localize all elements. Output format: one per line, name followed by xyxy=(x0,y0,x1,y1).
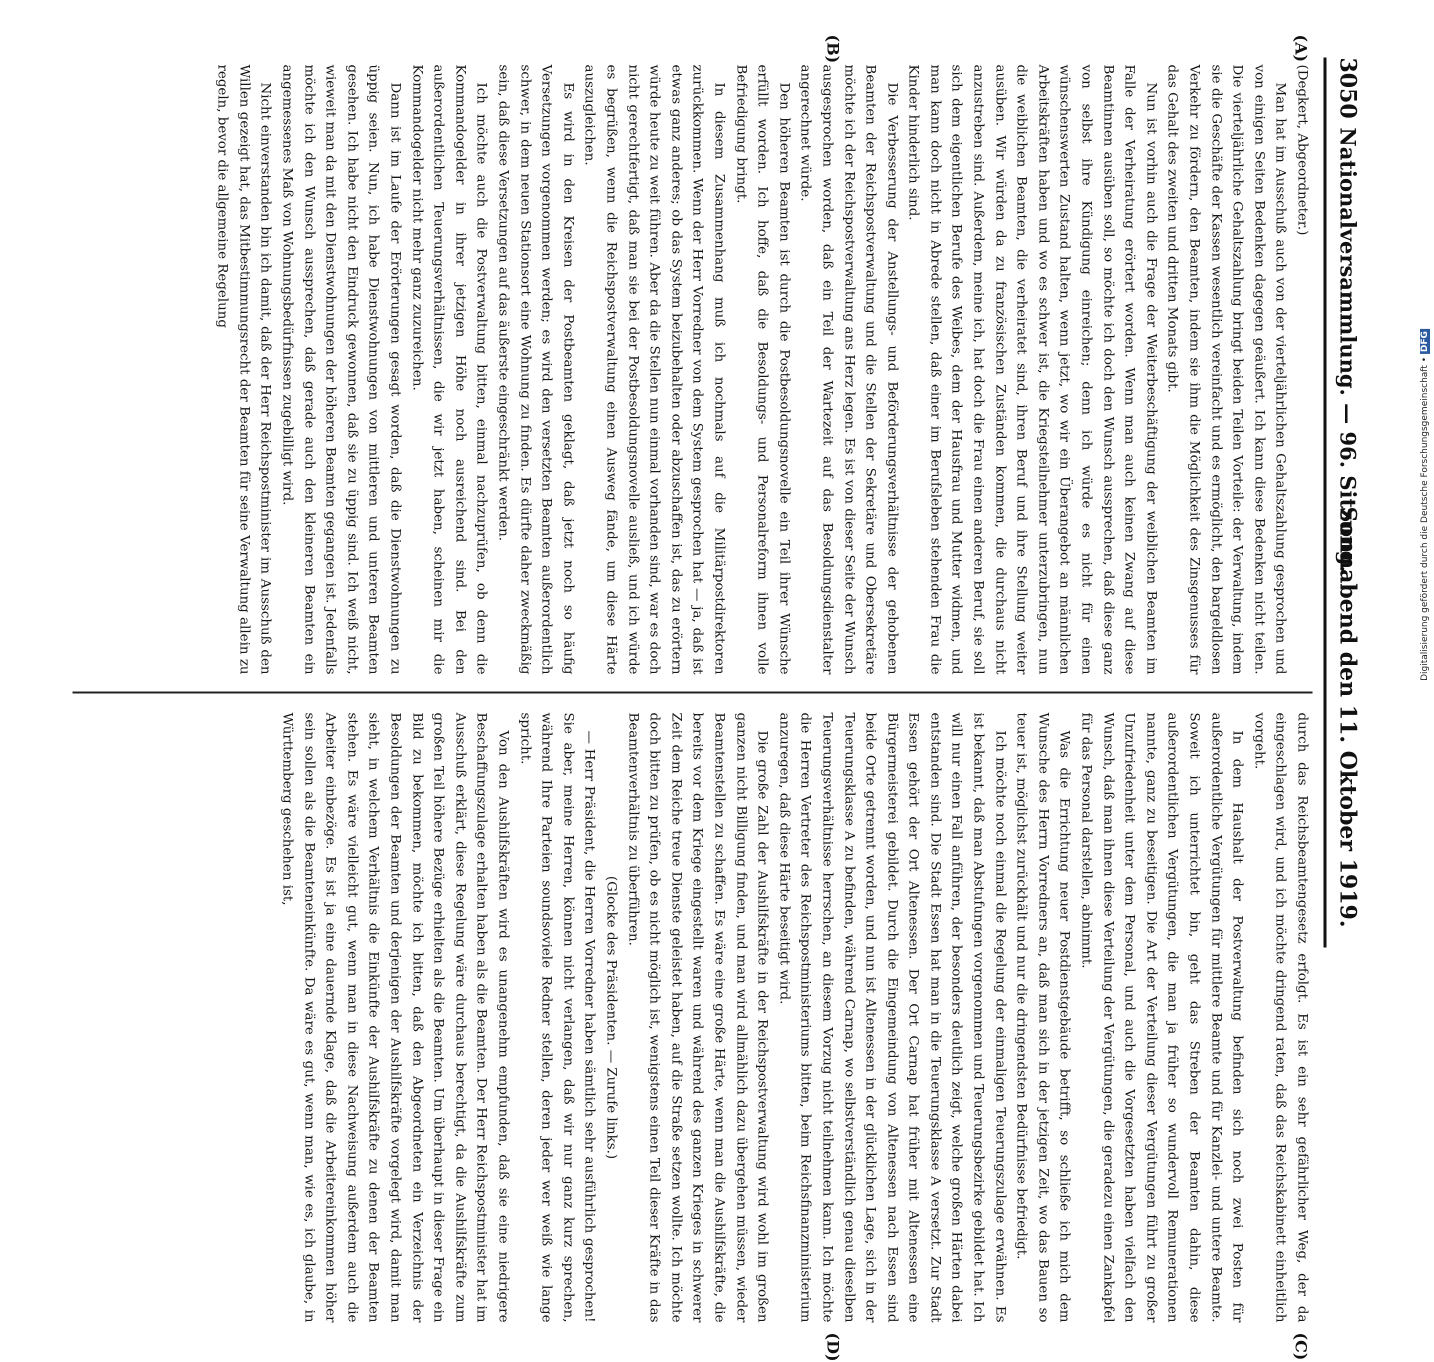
page-header xyxy=(1323,58,1364,948)
speaker-label: (Degkert, Abgeordneter.) xyxy=(1294,64,1309,236)
rotated-document-page xyxy=(52,23,1382,1362)
right-text-column xyxy=(67,713,1312,1323)
paragraph: Nun ist vorhin auch die Frage der Weiterbeschäftigung der weiblichen Beamten im Falle der Verheiratung erörtert worden. Wenn man auch keinen Zwang auf diese Beamtinnen ausüben soll, so möchte ich doch den Wunsch aussprechen, daß diese ganz von selbst ihre Kündigung einreichen; denn ich würde es nicht für einen wünschenswerten Zustand halten, wenn jetzt, wo wir ein Überangebot an männlichen Arbeitskräften haben und wo es schwer ist, die Kriegsteilnehmer unterzubringen, nun die weiblichen Beamten, die verheiratet sind, ihren Beruf und ihre Stellung weiter ausüben. Wir würden da zu französischen Zuständen kommen, die durchaus nicht anzustreben sind. Außerdem, meine ich, hat doch die Frau einen anderen Beruf, sie soll sich dem eigentlichen Berufe des Weibes, dem der Hausfrau und Mutter widmen, und man kann doch nicht in Abrede stellen, daß einer im Berufsleben stehenden Frau die Kinder hinderlich sind. xyxy=(905,64,1158,675)
paragraph: In diesem Zusammenhang muß ich nochmals auf die Militärpostdirektoren zurückkommen. Wenn der Herr Vorredner von dem System gesprochen hat — ja, daß ist etwas ganz anderes; ob das System beizubehalten oder abzuschaffen ist, das zu erörtern würde heute zu weit führen. Aber da die Stellen nun einmal vorhanden sind, war es doch nicht gerechtfertigt, daß man sie bei der Postbesoldungsnovelle ausließ, und ich würde es begrüßen, wenn die Reichspostverwaltung einen Ausweg fände, um diese Härte auszugleichen. xyxy=(581,64,726,675)
paragraph: — Herr Präsident, die Herren Vorredner haben sämtlich sehr ausführlich gesprochen! Sie aber, meine Herren, können nicht verlangen, daß wir nur ganz kurz sprechen, während Ihre Parteien soundsoviele Redner stellen, deren jeder wer weiß wie lange spricht. xyxy=(516,712,597,1323)
paragraph: Ich möchte auch die Postverwaltung bitten, einmal nachzuprüfen, ob denn die Kommandogelder in ihrer jetzigen Höhe noch ausreichend sind. Bei den außerordentlichen Teuerungsverhältnissen, die wir jetzt haben, scheinen mir die Kommandogelder nicht mehr ganz zuzureichen. xyxy=(408,64,489,675)
paragraph: Die große Zahl der Aushilfskräfte in der Reichspostverwaltung wird wohl im großen ganzen nicht Billigung finden, und man wird allmählich dazu übergehen müssen, wieder Beamtenstellen zu schaffen. Es wäre eine große Härte, wenn man die Aushilfskräfte, die bereits vor dem Kriege eingestellt waren und während des ganzen Krieges in schwerer Zeit dem Reiche treue Dienste geleistet haben, auf die Straße setzen wollte. Ich möchte doch bitten zu prüfen, ob es nicht möglich ist, wenigstens einen Teil dieser Kräfte in das Beamtenverhältnis zu überführen. xyxy=(624,712,770,1323)
paragraph: durch das Reichsbeamtengesetz erfolgt. Es ist ein sehr gefährlicher Weg, der da eingeschlagen wird, und ich möchte dringend raten, daß das Reichskabinett einheitlich vorgeht. xyxy=(1250,712,1309,1323)
column-divider xyxy=(72,692,1312,694)
paragraph: Nicht einverstanden bin ich damit, daß der Herr Reichspostminister im Ausschuß den Willen gezeigt hat, das Mitbestimmungsrecht der Beamten für seine Verwaltung allein zu regeln, bevor die allgemeine Regelung xyxy=(214,64,273,675)
paragraph: Es wird in den Kreisen der Postbeamten geklagt, daß jetzt noch so häufig Versetzungen vorgenommen werden; es wird den versetzten Beamten außerordentlich schwer, in dem neuen Stationsort eine Wohnung zu finden. Es dürfte daher zweckmäßig sein, daß diese Versetzungen auf das äußerste eingeschränkt werden. xyxy=(495,64,575,675)
left-text-column xyxy=(67,65,1312,675)
paragraph: Was die Errichtung neuer Postdienstgebäude betrifft, so schließe ich mich dem Wunsche des Herrn Vorredners an, daß man sich in der jetzigen Zeit, wo das Bauen so teuer ist, möglichst zurückhält und nur die dringendsten Bedürfnisse befriedigt. xyxy=(1013,712,1072,1323)
interjection: (Glocke des Präsidenten. — Zurufe links.) xyxy=(603,875,618,1160)
paragraph: Von den Aushilfskräften wird es unangenehm empfunden, daß sie eine niedrigere Beschaffungszulage erhalten haben als die Beamten. Der Herr Reichspostminister hat im Ausschuß erklärt, diese Regelung wäre durchaus berechtigt, da die Aushilfskräfte zum großen Teil höhere Bezüge erhielten als die Beamten. Um überhaupt in dieser Frage ein Bild zu bekommen, möchte ich bitten, daß den Abgeordneten ein Verzeichnis der Besoldungen der Beamten und derjenigen der Aushilfskräfte vorgelegt wird, damit man sieht, in welchem Verhältnis die Einkünfte der Aushilfskräfte zu denen der Beamten stehen. Es wäre vielleicht gut, wenn man in diese Nachweisung außerdem auch die Arbeiter einbezöge. Es ist ja eine dauernde Klage, daß die Arbeitereinkommen höher sein sollen als die Beamteneinkünfte. Da wäre es gut, wenn man, wie es, ich glaube, in Württemberg geschehen ist, xyxy=(279,712,511,1323)
session-date: Sonnabend den 11. Oktober 1919. xyxy=(1334,506,1360,928)
paragraph: In dem Haushalt der Postverwaltung befinden sich noch zwei Posten für außerordentliche Vergütungen für mittlere Beamte und für Kanzlei- und untere Beamte. Soweit ich unterrichtet bin, geht das Streben der Beamten dahin, diese außerordentlichen Vergütungen, die man ja früher so wundervoll Remunerationen nannte, ganz zu beseitigen. Die Art der Verteilung dieser Vergütungen führt zu großer Unzufriedenheit unter dem Personal, und auch die Vorgesetzten haben vielfach den Wunsch, daß man ihnen diese Verteilung der Vergütungen, die geradezu einen Zankapfel für das Personal darstellen, abnimmt. xyxy=(1078,712,1245,1323)
paragraph: Den höheren Beamten ist durch die Postbesoldungsnovelle ein Teil ihrer Wünsche erfüllt worden. Ich hoffe, daß die Besoldungs- und Personalreform ihnen volle Befriedigung bringt. xyxy=(732,64,791,675)
margin-marker-c: (C) xyxy=(1291,1332,1310,1361)
paragraph: Dann ist im Laufe der Erörterungen gesagt worden, daß die Dienstwohnungen zu üppig seien. Nun, ich habe Dienstwohnungen von mittleren und unteren Beamten gesehen. Ich habe nicht den Eindruck gewonnen, daß sie zu üppig sind. Ich weiß nicht, wieweit man da mit den Dienstwohnungen der höheren Beamten gegangen ist. Jedenfalls möchte ich den Wunsch aussprechen, daß gerade auch den kleineren Beamten ein angemessenes Maß von Wohnungsbedürfnissen zugebilligt wird. xyxy=(279,64,403,675)
dfg-logo: DFG xyxy=(1420,331,1430,353)
paragraph: Die Verbesserung der Anstellungs- und Beförderungsverhältnisse der gehobenen Beamten der Reichspostverwaltung und die Stellen der Sekretäre und Obersekretäre möchte ich der Reichspostverwaltung ans Herz legen. Es ist von dieser Seite der Wunsch ausgesprochen worden, daß ein Teil der Wartezeit auf das Besoldungsdienstalter angerechnet würde. xyxy=(797,64,899,675)
session-title: Nationalversammlung. — 96. Sitzung. xyxy=(1335,127,1360,573)
margin-marker-b: (B) xyxy=(823,34,842,64)
digitization-text: Digitalisierung gefördert durch die Deutsche Forschungsgemeinschaft • xyxy=(1420,356,1430,681)
digitization-note xyxy=(1418,10,1432,1000)
margin-marker-d: (D) xyxy=(823,1332,842,1362)
paragraph: Man hat im Ausschuß auch von der vierteljährlichen Gehaltszahlung gesprochen und von einigen Seiten Bedenken dagegen geäußert. Ich kann diese Bedenken nicht teilen. Die vierteljährliche Gehaltszahlung bringt beiden Teilen Vorteile: der Verwaltung, indem sie die Geschäfte der Kassen wesentlich vereinfacht und es ermöglicht, den bargeldlosen Verkehr zu fördern, den Beamten, indem sie ihm die Möglichkeit des Zinsgenusses für das Gehalt des zweiten und dritten Monats gibt. xyxy=(1164,64,1288,675)
page-number: 3050 xyxy=(1334,57,1360,119)
paragraph: Ich möchte noch einmal die Regelung der einmaligen Teuerungszulage erwähnen. Es ist bekannt, daß man Abstufungen vorgenommen und Teuerungsbezirke gebildet hat. Ich will nur einen Fall anführen, der besonders deutlich zeigt, welche großen Härten dabei entstanden sind. Die Stadt Essen hat man in die Teuerungsklasse A versetzt. Zur Stadt Essen gehört der Ort Altenessen. Der Ort Carnap hat früher mit Altenessen eine Bürgermeisterei gebildet. Durch die Eingemeindung von Altenessen nach Essen sind beide Orte getrennt worden, und nun ist Altenessen in der glücklichen Lage, sich in der Teuerungsklasse A zu befinden, während Carnap, wo selbstverständlich genau dieselben Teuerungsverhältnisse herrschen, an diesem Vorzug nicht teilnehmen kann. Ich möchte die Herren Vertreter des Reichspostministeriums bitten, beim Reichsfinanzministerium anzuregen, daß diese Härte beseitigt wird. xyxy=(775,712,1007,1323)
margin-marker-a: (A) xyxy=(1291,34,1310,63)
